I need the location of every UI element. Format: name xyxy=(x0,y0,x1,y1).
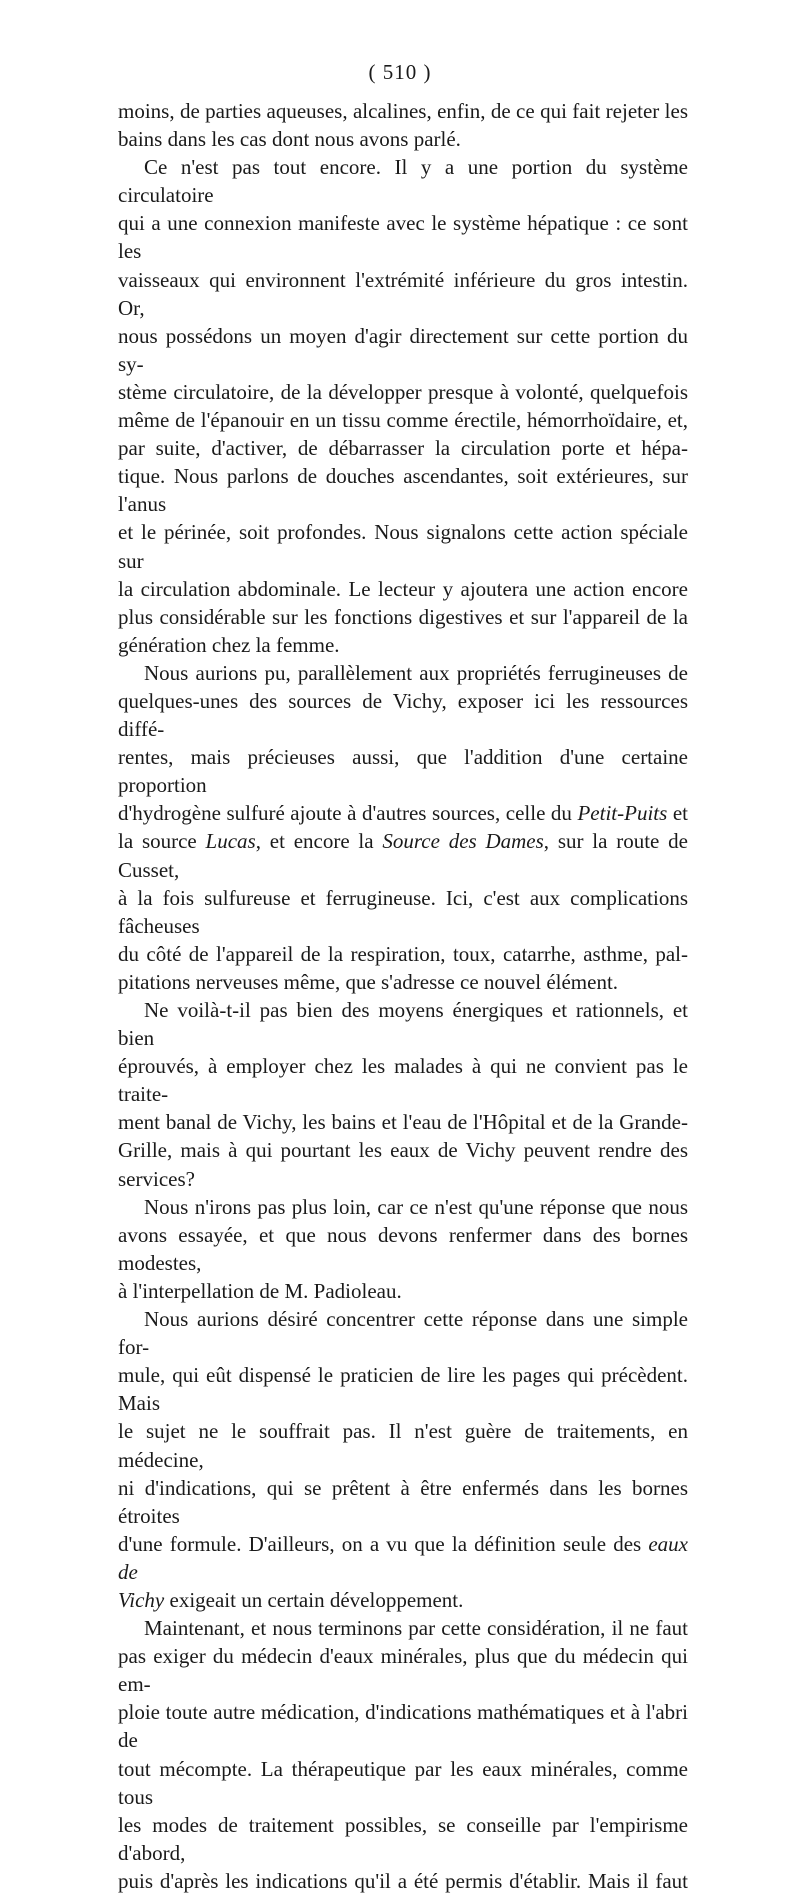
text-line: même de l'épanouir en un tissu comme érectile, hémorrhoïdaire, et, xyxy=(118,408,688,433)
text-line: pitations nerveuses même, que s'adresse ce nouvel élément. xyxy=(118,969,619,994)
body-text xyxy=(118,97,688,1895)
text-line: tout mécompte. La thérapeutique par les eaux minérales, comme tous xyxy=(118,1756,688,1809)
paragraph xyxy=(118,97,688,125)
text-line: à la fois sulfureuse et ferrugineuse. Ici, c'est aux complications fâcheuses xyxy=(118,885,688,938)
text-line: avons essayée, et que nous devons renfermer dans des bornes modestes, xyxy=(118,1222,688,1275)
text-line: éprouvés, à employer chez les malades à qui ne convient pas le traite- xyxy=(118,1054,688,1107)
text-line: les modes de traitement possibles, se conseille par l'empirisme d'abord, xyxy=(118,1812,688,1865)
paragraph-line xyxy=(118,1361,688,1417)
paragraph xyxy=(118,1305,688,1361)
paragraph-line xyxy=(118,1811,688,1867)
text-line: Ne voilà-t-il pas bien des moyens énergiques et rationnels, et bien xyxy=(118,998,688,1051)
paragraph xyxy=(118,153,688,209)
text-line: Nous aurions pu, parallèlement aux propriétés ferrugineuses de xyxy=(144,660,688,685)
text-line: pas exiger du médecin d'eaux minérales, plus que du médecin qui em- xyxy=(118,1644,688,1697)
text-line: Nous aurions désiré concentrer cette réponse dans une simple for- xyxy=(118,1307,688,1360)
text-line: génération chez la femme. xyxy=(118,632,340,657)
text-line: ment banal de Vichy, les bains et l'eau de l'Hôpital et de la Grande- xyxy=(118,1110,688,1135)
paragraph-end xyxy=(118,1277,688,1305)
text-line: du côté de l'appareil de la respiration, toux, catarrhe, asthme, pal- xyxy=(118,941,688,966)
text-line: par suite, d'activer, de débarrasser la circulation porte et hépa- xyxy=(118,436,688,461)
paragraph-end xyxy=(118,1586,688,1614)
paragraph xyxy=(118,1614,688,1642)
text-line: et xyxy=(667,801,689,826)
text-line: et le périnée, soit profondes. Nous signalons cette action spéciale sur xyxy=(118,520,688,573)
text-line: moins, de parties aqueuses, alcalines, enfin, de ce qui fait rejeter les xyxy=(118,99,688,123)
paragraph xyxy=(118,1193,688,1221)
paragraph-line xyxy=(118,462,688,518)
paragraph-line xyxy=(118,378,688,406)
text-line: Grille, mais à qui pourtant les eaux de Vichy peuvent rendre des services? xyxy=(118,1138,688,1191)
paragraph-line xyxy=(118,799,688,827)
paragraph-line xyxy=(118,209,688,265)
paragraph-line xyxy=(118,406,688,434)
text-line: rentes, mais précieuses aussi, que l'addition d'une certaine proportion xyxy=(118,745,688,798)
text-line: Ce n'est pas tout encore. Il y a une portion du système circulatoire xyxy=(118,155,688,208)
paragraph-line xyxy=(118,1108,688,1136)
paragraph-line xyxy=(118,1417,688,1473)
page-number: ( 510 ) xyxy=(368,60,432,84)
paragraph-line xyxy=(118,940,688,968)
text-line: bains dans les cas dont nous avons parlé. xyxy=(118,127,461,152)
text-line: Maintenant, et nous terminons par cette considération, il ne faut xyxy=(144,1616,688,1641)
text-line: d'hydrogène sulfuré ajoute à d'autres sources, celle du xyxy=(118,801,578,826)
paragraph xyxy=(118,659,688,687)
text-line: exigeait un certain développement. xyxy=(164,1587,464,1612)
text-line: nous possédons un moyen d'agir directement sur cette portion du sy- xyxy=(118,323,688,376)
text-line: ni d'indications, qui se prêtent à être enfermés dans les bornes étroites xyxy=(118,1475,688,1528)
paragraph-end xyxy=(118,631,688,659)
text-line: quelques-unes des sources de Vichy, exposer ici les ressources diffé- xyxy=(118,688,688,742)
paragraph-end xyxy=(118,968,688,996)
text-line: , et encore la xyxy=(255,829,383,854)
text-line: à l'interpellation de M. Padioleau. xyxy=(118,1278,402,1303)
paragraph-line xyxy=(118,434,688,462)
paragraph-line xyxy=(118,884,688,940)
text-line: stème circulatoire, de la développer presque à volonté, quelquefois xyxy=(118,379,688,404)
text-line: d'une formule. D'ailleurs, on a vu que la définition seule des xyxy=(118,1531,649,1556)
paragraph-line xyxy=(118,827,688,883)
paragraph-end xyxy=(118,1136,688,1192)
paragraph-line xyxy=(118,743,688,799)
paragraph-line xyxy=(118,687,688,743)
italic-text: Petit-Puits xyxy=(577,801,668,826)
text-line: , sur la route de Cusset, xyxy=(118,829,688,882)
italic-text: Lucas xyxy=(205,829,256,854)
paragraph-line xyxy=(118,1642,688,1698)
text-line: mule, qui eût dispensé le praticien de lire les pages qui précèdent. Mais xyxy=(118,1363,688,1416)
paragraph-line xyxy=(118,1530,688,1586)
text-line: qui a une connexion manifeste avec le système hépatique : ce sont les xyxy=(118,211,688,264)
italic-text: eaux de xyxy=(118,1531,688,1584)
italic-text: Source des Dames xyxy=(382,829,544,854)
text-line: Nous n'irons pas plus loin, car ce n'est qu'une réponse que nous xyxy=(144,1194,688,1219)
italic-text: Vichy xyxy=(118,1587,165,1612)
text-line: vaisseaux qui environnent l'extrémité inférieure du gros intestin. Or, xyxy=(118,267,688,320)
paragraph-line xyxy=(118,603,688,631)
paragraph-line xyxy=(118,1867,688,1895)
text-line: la source xyxy=(118,829,206,854)
paragraph-line xyxy=(118,1698,688,1754)
text-line: puis d'après les indications qu'il a été permis d'établir. Mais il faut xyxy=(118,1868,688,1893)
text-line: ploie toute autre médication, d'indications mathématiques et à l'abri de xyxy=(118,1700,688,1753)
paragraph-line xyxy=(118,518,688,574)
paragraph-line xyxy=(118,266,688,322)
paragraph xyxy=(118,996,688,1052)
text-line: le sujet ne le souffrait pas. Il n'est guère de traitements, en médecine, xyxy=(118,1419,688,1472)
paragraph-end xyxy=(118,125,688,153)
paragraph-line xyxy=(118,1052,688,1108)
paragraph-line xyxy=(118,322,688,378)
paragraph-line xyxy=(118,575,688,603)
text-line: plus considérable sur les fonctions digestives et sur l'appareil de la xyxy=(118,604,688,629)
text-line: la circulation abdominale. Le lecteur y ajoutera une action encore xyxy=(118,576,688,601)
paragraph-line xyxy=(118,1755,688,1811)
text-line: tique. Nous parlons de douches ascendantes, soit extérieures, sur l'anus xyxy=(118,464,688,517)
paragraph-line xyxy=(118,1474,688,1530)
paragraph-line xyxy=(118,1221,688,1277)
